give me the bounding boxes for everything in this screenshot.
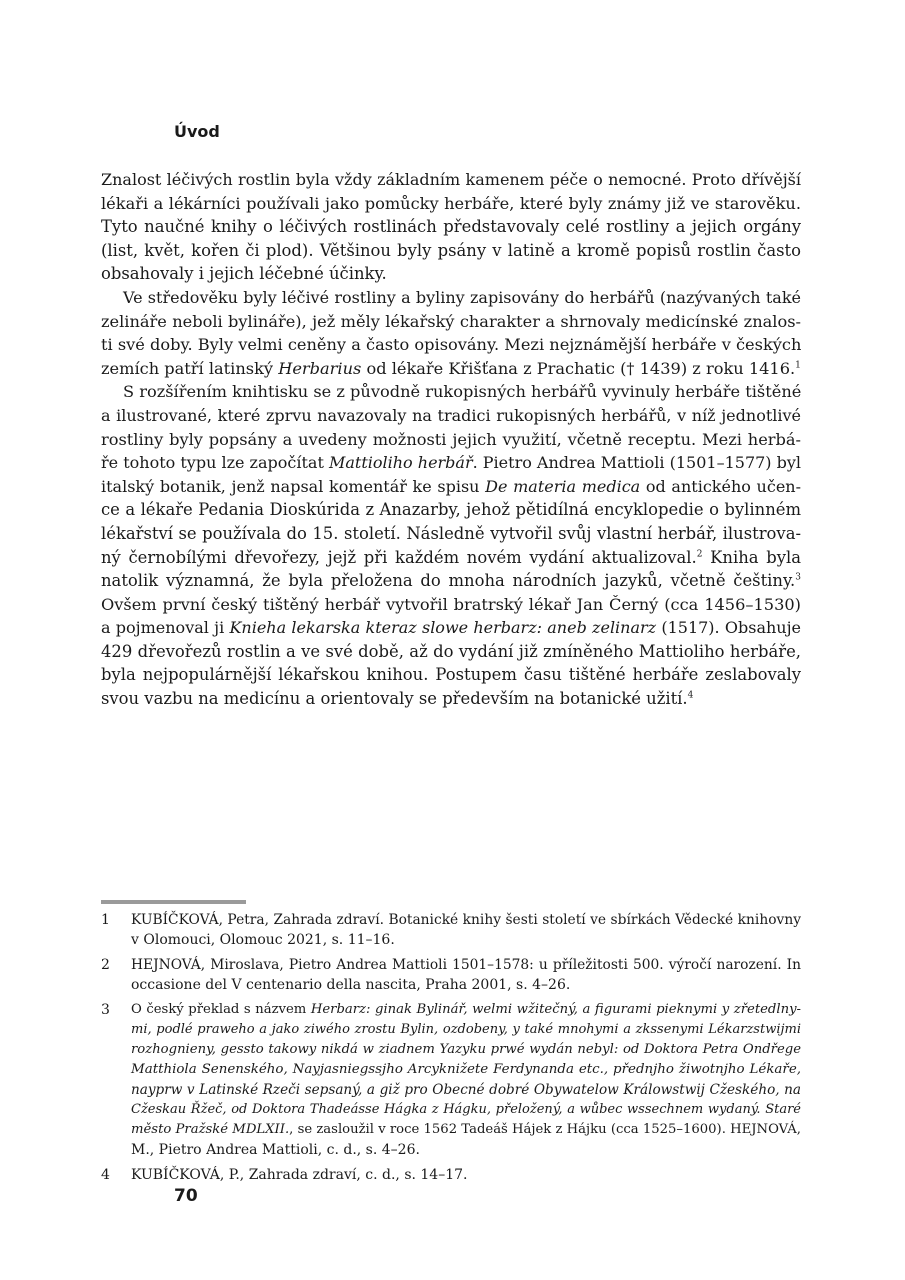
text-run: O český překlad s názvem	[131, 1002, 311, 1017]
footnote-line	[131, 1080, 801, 1100]
text-run: natolik významná, že byla přeložena do mnoha národních jazyků, včetně češtiny.	[101, 571, 796, 591]
text-run: ře tohoto typu lze započítat	[101, 453, 329, 473]
footnote-ref: 3	[795, 572, 801, 583]
footnote-line	[131, 975, 801, 995]
text-line	[101, 333, 801, 357]
text-run: , se zasloužil v roce 1562 Tadeáš Hájek z Hájku (cca 1525–1600). HEJNOVÁ,	[289, 1122, 801, 1137]
italic-title: Knieha lekarska kteraz slowe herbarz: aneb zelinarz	[229, 618, 657, 638]
italic-title: nayprw v Latinské Rzeči sepsaný, a giž pro Obecné dobré Obywatelow Králowstwij Cžeského, na	[131, 1082, 801, 1098]
text-run: M., Pietro Andrea Mattioli, c. d., s. 4–26.	[131, 1142, 420, 1158]
footnote-line	[131, 1165, 801, 1185]
footnote-line	[131, 910, 801, 930]
text-run: Tyto naučné knihy o léčivých rostlinách představovaly celé rostliny a jejich orgány	[101, 217, 801, 237]
paragraph	[101, 168, 801, 286]
text-run: 429 dřevořezů rostlin a ve své době, až do vydání již zmíněného Mattioliho herbáře,	[101, 641, 801, 661]
text-line	[101, 569, 801, 593]
text-run: rostliny byly popsány a uvedeny možnosti jejich využití, včetně receptu. Mezi herbá-	[101, 429, 801, 449]
text-run: . Pietro Andrea Mattioli (1501–1577) byl	[472, 453, 802, 473]
italic-title: Herbarz: ginak Bylinář, welmi wžitečný, a figurami pieknymi y zřetedlny-	[310, 1002, 801, 1017]
footnote-separator	[101, 900, 246, 904]
text-line	[101, 451, 801, 475]
footnote-number: 3	[101, 1002, 110, 1018]
text-run: lékaři a lékárníci používali jako pomůcky herbáře, které byly známy již ve starověku.	[101, 193, 801, 213]
text-line	[101, 239, 801, 263]
footnote-line	[131, 1140, 801, 1160]
text-run: Ve středověku byly léčivé rostliny a byliny zapisovány do herbářů (nazývaných také	[123, 287, 801, 307]
text-line	[101, 687, 801, 711]
text-run: od antického učen-	[640, 476, 802, 496]
footnote-line	[131, 1060, 801, 1080]
text-line	[101, 286, 801, 310]
text-run: S rozšířením knihtisku se z původně rukopisných herbářů vyvinuly herbáře tištěné	[123, 382, 802, 402]
text-line	[101, 310, 801, 334]
paragraph	[101, 286, 801, 380]
text-run: Ovšem první český tištěný herbář vytvořil bratrský lékař Jan Černý (cca 1456–1530)	[101, 594, 801, 614]
text-run: (list, květ, kořen či plod). Většinou byly psány v latině a kromě popisů rostlin často	[101, 240, 801, 260]
footnote	[101, 955, 801, 995]
italic-title: rozhognieny, gessto takowy nikdá w ziadnem Yazyku prwé wydán nebyl: od Doktora Petra Ondřege	[131, 1042, 801, 1057]
text-run: ce a lékaře Pedania Dioskúrida z Anazarby, jehož pětidílná encyklopedie o bylinném	[101, 500, 801, 520]
footnote-number: 1	[101, 912, 110, 928]
text-line	[101, 546, 801, 570]
body-text	[101, 168, 801, 711]
footnote-line	[131, 1120, 801, 1140]
text-run: od lékaře Křišťana z Prachatic († 1439) z roku 1416.	[361, 358, 796, 378]
text-run: a pojmenoval ji	[101, 618, 230, 638]
footnote-ref: 1	[795, 360, 801, 371]
text-line	[101, 593, 801, 617]
text-run: a ilustrované, které zprvu navazovaly na tradici rukopisných herbářů, v níž jednotlivé	[101, 405, 801, 425]
section-heading: Úvod	[174, 122, 220, 141]
footnote-ref: 4	[687, 690, 694, 701]
text-line	[101, 215, 801, 239]
text-run: italský botanik, jenž napsal komentář ke spisu	[101, 476, 486, 496]
footnote-number: 4	[101, 1167, 110, 1183]
footnote-ref: 2	[696, 549, 703, 560]
italic-title: De materia medica	[485, 476, 641, 496]
text-run: lékařství se používala do 15. století. Následně vytvořil svůj vlastní herbář, ilustrova-	[101, 523, 801, 543]
footnote-line	[131, 1000, 801, 1020]
footnote	[101, 1000, 801, 1160]
italic-title: Cžeskau Řžeč, od Doktora Thadeásse Hágka z Hágku, přeložený, a wůbec wssechnem wydaný. Staré	[131, 1102, 801, 1117]
text-line	[101, 616, 801, 640]
italic-title: Matthiola Senenského, Nayjasniegssjho Arcyknižete Ferdynanda etc., přednjho žiwotnjho Lékaře,	[131, 1062, 801, 1077]
text-line	[101, 192, 801, 216]
text-run: zemích patří latinský	[101, 358, 279, 378]
italic-title: mi, podlé praweho a jako ziwého zrostu Bylin, ozdobeny, y také mnohymi a zkssenymi Lékarzstwijmi	[131, 1022, 801, 1037]
footnote-line	[131, 1020, 801, 1040]
text-run: KUBÍČKOVÁ, P., Zahrada zdraví, c. d., s. 14–17.	[131, 1167, 468, 1183]
text-line	[101, 404, 801, 428]
text-line	[101, 640, 801, 664]
text-run: HEJNOVÁ, Miroslava, Pietro Andrea Mattioli 1501–1578: u příležitosti 500. výročí narození. In	[131, 957, 801, 973]
text-run: obsahovaly i jejich léčebné účinky.	[101, 264, 387, 284]
text-run: byla nejpopulárnější lékařskou knihou. Postupem času tištěné herbáře zeslabovaly	[101, 665, 801, 685]
text-line	[101, 663, 801, 687]
text-line	[101, 428, 801, 452]
footnote	[101, 910, 801, 950]
paragraph	[101, 380, 801, 710]
text-run: zelináře neboli bylináře), jež měly lékařský charakter a shrnovaly medicínské znalos-	[101, 311, 801, 331]
footnote-line	[131, 1040, 801, 1060]
italic-title: Herbarius	[278, 358, 362, 378]
text-line	[101, 168, 801, 192]
text-run: v Olomouci, Olomouc 2021, s. 11–16.	[131, 932, 395, 948]
footnote-line	[131, 930, 801, 950]
text-run: occasione del V centenario della nascita, Praha 2001, s. 4–26.	[131, 977, 571, 993]
text-line	[101, 357, 801, 381]
footnote	[101, 1165, 801, 1185]
footnote-number: 2	[101, 957, 110, 973]
page-number: 70	[174, 1186, 198, 1206]
text-run: KUBÍČKOVÁ, Petra, Zahrada zdraví. Botanické knihy šesti století ve sbírkách Vědecké knihovny	[131, 912, 801, 928]
text-run: ný černobílými dřevořezy, jejž při každém novém vydání aktualizoval.	[101, 547, 697, 567]
footnote-line	[131, 955, 801, 975]
text-run: Znalost léčivých rostlin byla vždy základním kamenem péče o nemocné. Proto dřívější	[101, 170, 801, 189]
footnote-line	[131, 1100, 801, 1120]
text-line	[101, 262, 801, 286]
text-run: svou vazbu na medicínu a orientovaly se především na botanické užití.	[101, 689, 688, 709]
text-line	[101, 522, 801, 546]
text-line	[101, 498, 801, 522]
italic-title: město Pražské MDLXII.	[131, 1122, 290, 1137]
text-run: Kniha byla	[702, 547, 801, 567]
text-run: ti své doby. Byly velmi ceněny a často opisovány. Mezi nejznámější herbáře v českých	[101, 335, 802, 355]
text-line	[101, 475, 801, 499]
footnotes	[101, 910, 801, 1190]
italic-title: Mattioliho herbář	[328, 453, 473, 473]
text-line	[101, 380, 801, 404]
text-run: (1517). Obsahuje	[656, 618, 802, 638]
